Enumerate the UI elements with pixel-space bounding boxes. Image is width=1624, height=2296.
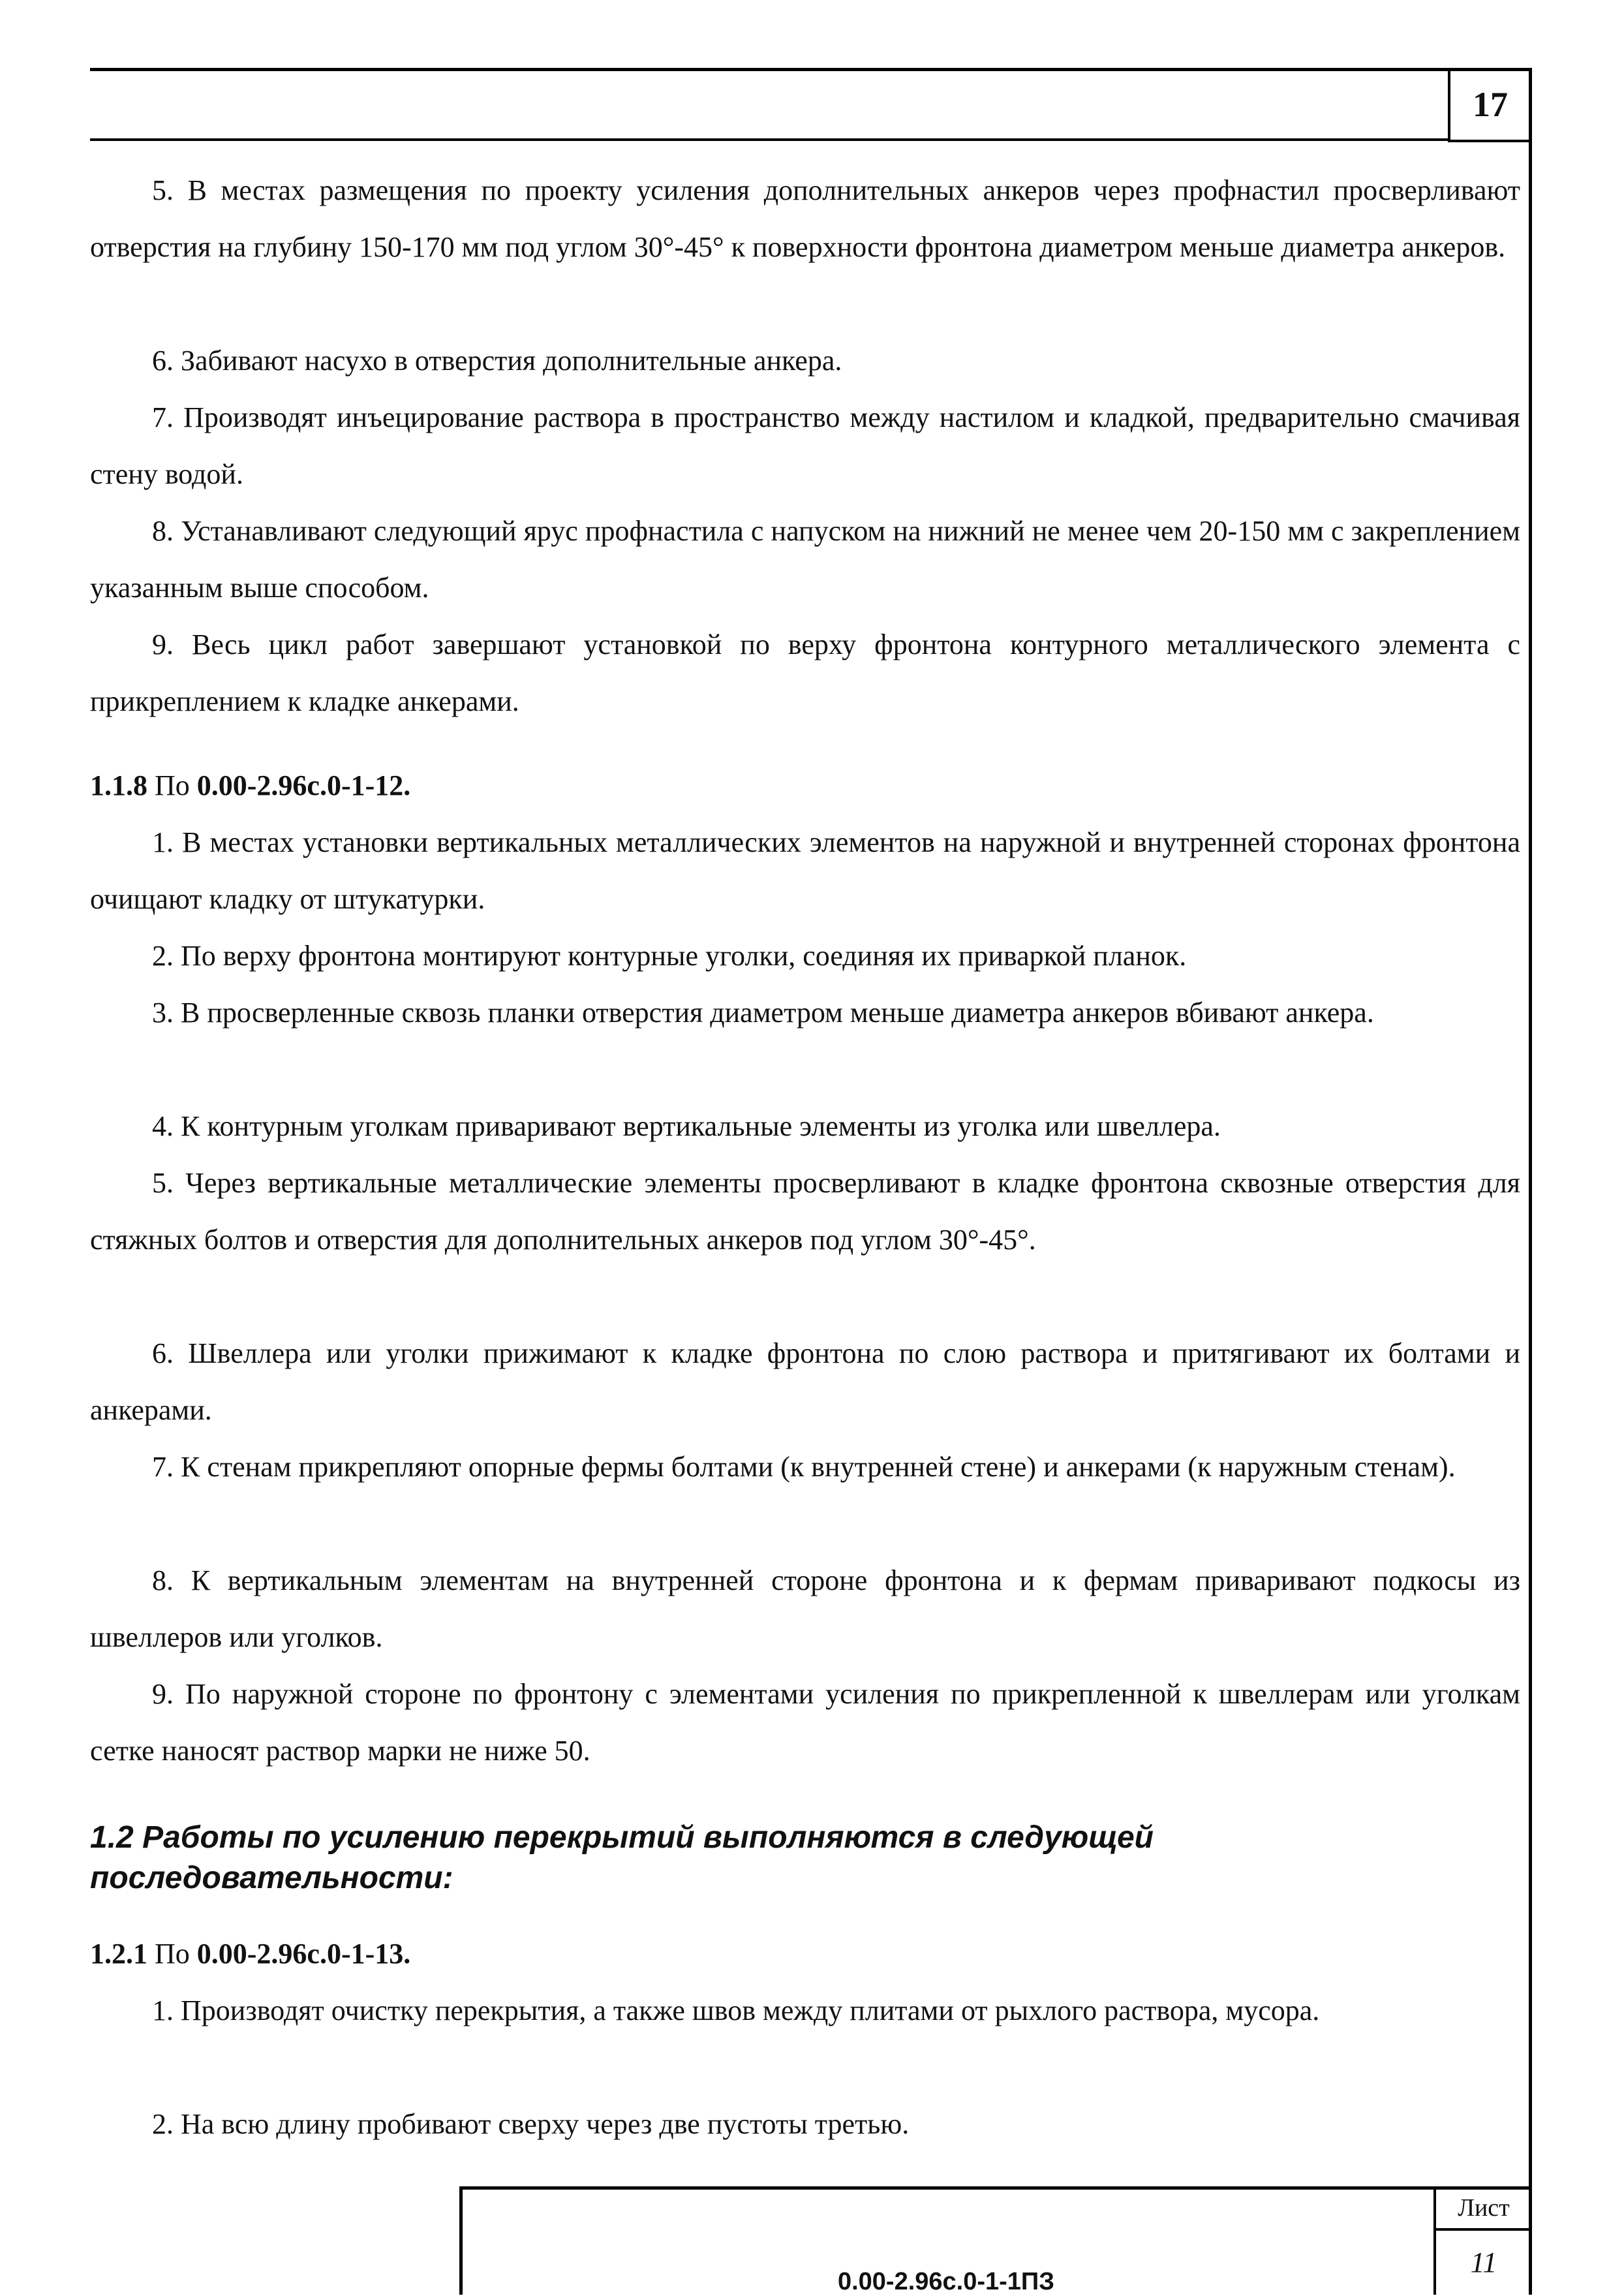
paragraph-top-9: 9. Весь цикл работ завершают установкой по верху фронтона контурного металлического элемента с прикреплением к кладке анкерами.: [90, 628, 1520, 717]
section-code: 0.00-2.96с.0-1-12.: [196, 769, 411, 801]
document-code: 0.00-2.96с.0-1-1ПЗ: [837, 2268, 1055, 2295]
section-heading-1-1-8: [90, 757, 1520, 814]
sheet-number: 11: [1470, 2246, 1497, 2278]
paragraph-118-5: 5. Через вертикальные металлические элементы просверливают в кладке фронтона сквозные отверстия для стяжных болтов и отверстия для дополнительных анкеров под углом 30°-45°.: [90, 1167, 1520, 1256]
paragraph-118-3: 3. В просверленные сквозь планки отверстия диаметром меньше диаметра анкеров вбивают анкера.: [152, 997, 1374, 1029]
paragraph-118-7: 7. К стенам прикрепляют опорные фермы болтами (к внутренней стене) и анкерами (к наружным стенам).: [152, 1451, 1456, 1483]
section-ref: По: [155, 769, 190, 801]
frame-top-line: [90, 68, 1531, 71]
paragraph-118-2: 2. По верху фронтона монтируют контурные уголки, соединяя их приваркой планок.: [152, 940, 1187, 972]
paragraph-121-1: 1. Производят очистку перекрытия, а также швов между плитами от рыхлого раствора, мусора.: [152, 1994, 1320, 2026]
paragraph-121-2: 2. На всю длину пробивают сверху через две пустоты третью.: [152, 2108, 910, 2140]
frame-header-line: [90, 138, 1450, 141]
paragraph-top-8: 8. Устанавливают следующий ярус профнастила с напуском на нижний не менее чем 20-150 мм с закреплением указанным выше способом.: [90, 515, 1520, 604]
paragraph-118-4: 4. К контурным уголкам приваривают вертикальные элементы из уголка или швеллера.: [152, 1110, 1221, 1142]
frame-right-line: [1529, 68, 1532, 2295]
page-number: 17: [1448, 69, 1530, 142]
sheet-box: [1433, 2188, 1531, 2295]
section-heading-1-2-1: [90, 1925, 1520, 1982]
paragraph-118-6: 6. Швеллера или уголки прижимают к кладке фронтона по слою раствора и притягивают их болтами и анкерами.: [90, 1337, 1520, 1426]
section-code: 0.00-2.96с.0-1-13.: [196, 1938, 411, 1970]
paragraph-top-6: 6. Забивают насухо в отверстия дополнительные анкера.: [152, 345, 842, 377]
section-title-1-2: 1.2 Работы по усилению перекрытий выполняются в следующей последовательности:: [90, 1820, 1154, 1895]
paragraph-top-7: 7. Производят инъецирование раствора в пространство между настилом и кладкой, предварительно смачивая стену водой.: [90, 401, 1520, 490]
paragraph-118-1: 1. В местах установки вертикальных металлических элементов на наружной и внутренней сторонах фронтона очищают кладку от штукатурки.: [90, 826, 1520, 915]
section-number: 1.2.1: [90, 1938, 147, 1970]
paragraph-118-8: 8. К вертикальным элементам на внутренней стороне фронтона и к фермам приваривают подкосы из швеллеров или уголков.: [90, 1564, 1520, 1653]
sheet-label: Лист: [1436, 2188, 1531, 2231]
section-number: 1.1.8: [90, 769, 147, 801]
paragraph-118-9: 9. По наружной стороне по фронтону с элементами усиления по прикрепленной к швеллерам или уголкам сетке наносят раствор марки не ниже 50.: [90, 1678, 1520, 1767]
paragraph-top-5: 5. В местах размещения по проекту усиления дополнительных анкеров через профнастил просверливают отверстия на глубину 150-170 мм под углом 30°-45° к поверхности фронтона диаметром меньше диаметра анкеров.: [90, 174, 1520, 263]
section-ref: По: [155, 1938, 190, 1970]
